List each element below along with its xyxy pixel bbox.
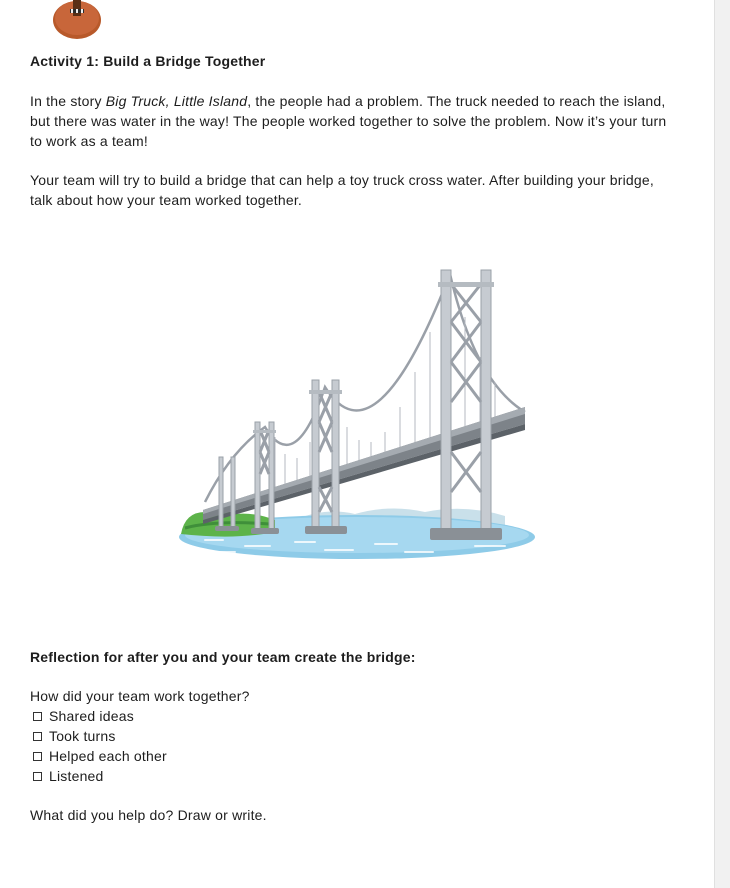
suspension-bridge-icon [175,262,540,567]
checkbox-icon[interactable] [33,712,42,721]
checkbox-icon[interactable] [33,732,42,741]
checklist-item-listened[interactable] [33,766,167,786]
checklist-item-shared-ideas[interactable] [33,706,167,726]
checkbox-icon[interactable] [33,772,42,781]
instructions-paragraph: Your team will try to build a bridge that can help a toy truck cross water. After building your bridge, talk about how your team worked together. [30,172,654,208]
draw-or-write-prompt: What did you help do? Draw or write. [30,807,267,823]
checklist-label: Listened [49,768,104,784]
reflection-title: Reflection for after you and your team create the bridge: [30,649,416,665]
checkbox-icon[interactable] [33,752,42,761]
book-title: Big Truck, Little Island [105,93,248,109]
checklist-label: Took turns [49,728,116,744]
checklist [33,706,167,786]
reflection-question: How did your team work together? [30,688,250,704]
intro-text-before: In the story [30,93,106,109]
ukulele-icon [48,0,106,42]
checklist-label: Shared ideas [49,708,134,724]
checklist-item-took-turns[interactable] [33,726,167,746]
intro-text-after: , the people had a problem. The truck needed to reach the island, but there was water in the way! The people worked together to solve the problem. Now it’s your turn to work as a team! [30,93,667,149]
checklist-item-helped-each-other[interactable] [33,746,167,766]
activity-title: Activity 1: Build a Bridge Together [30,53,266,69]
vertical-scrollbar[interactable] [714,0,730,888]
checklist-label: Helped each other [49,748,167,764]
intro-paragraph [30,91,670,151]
